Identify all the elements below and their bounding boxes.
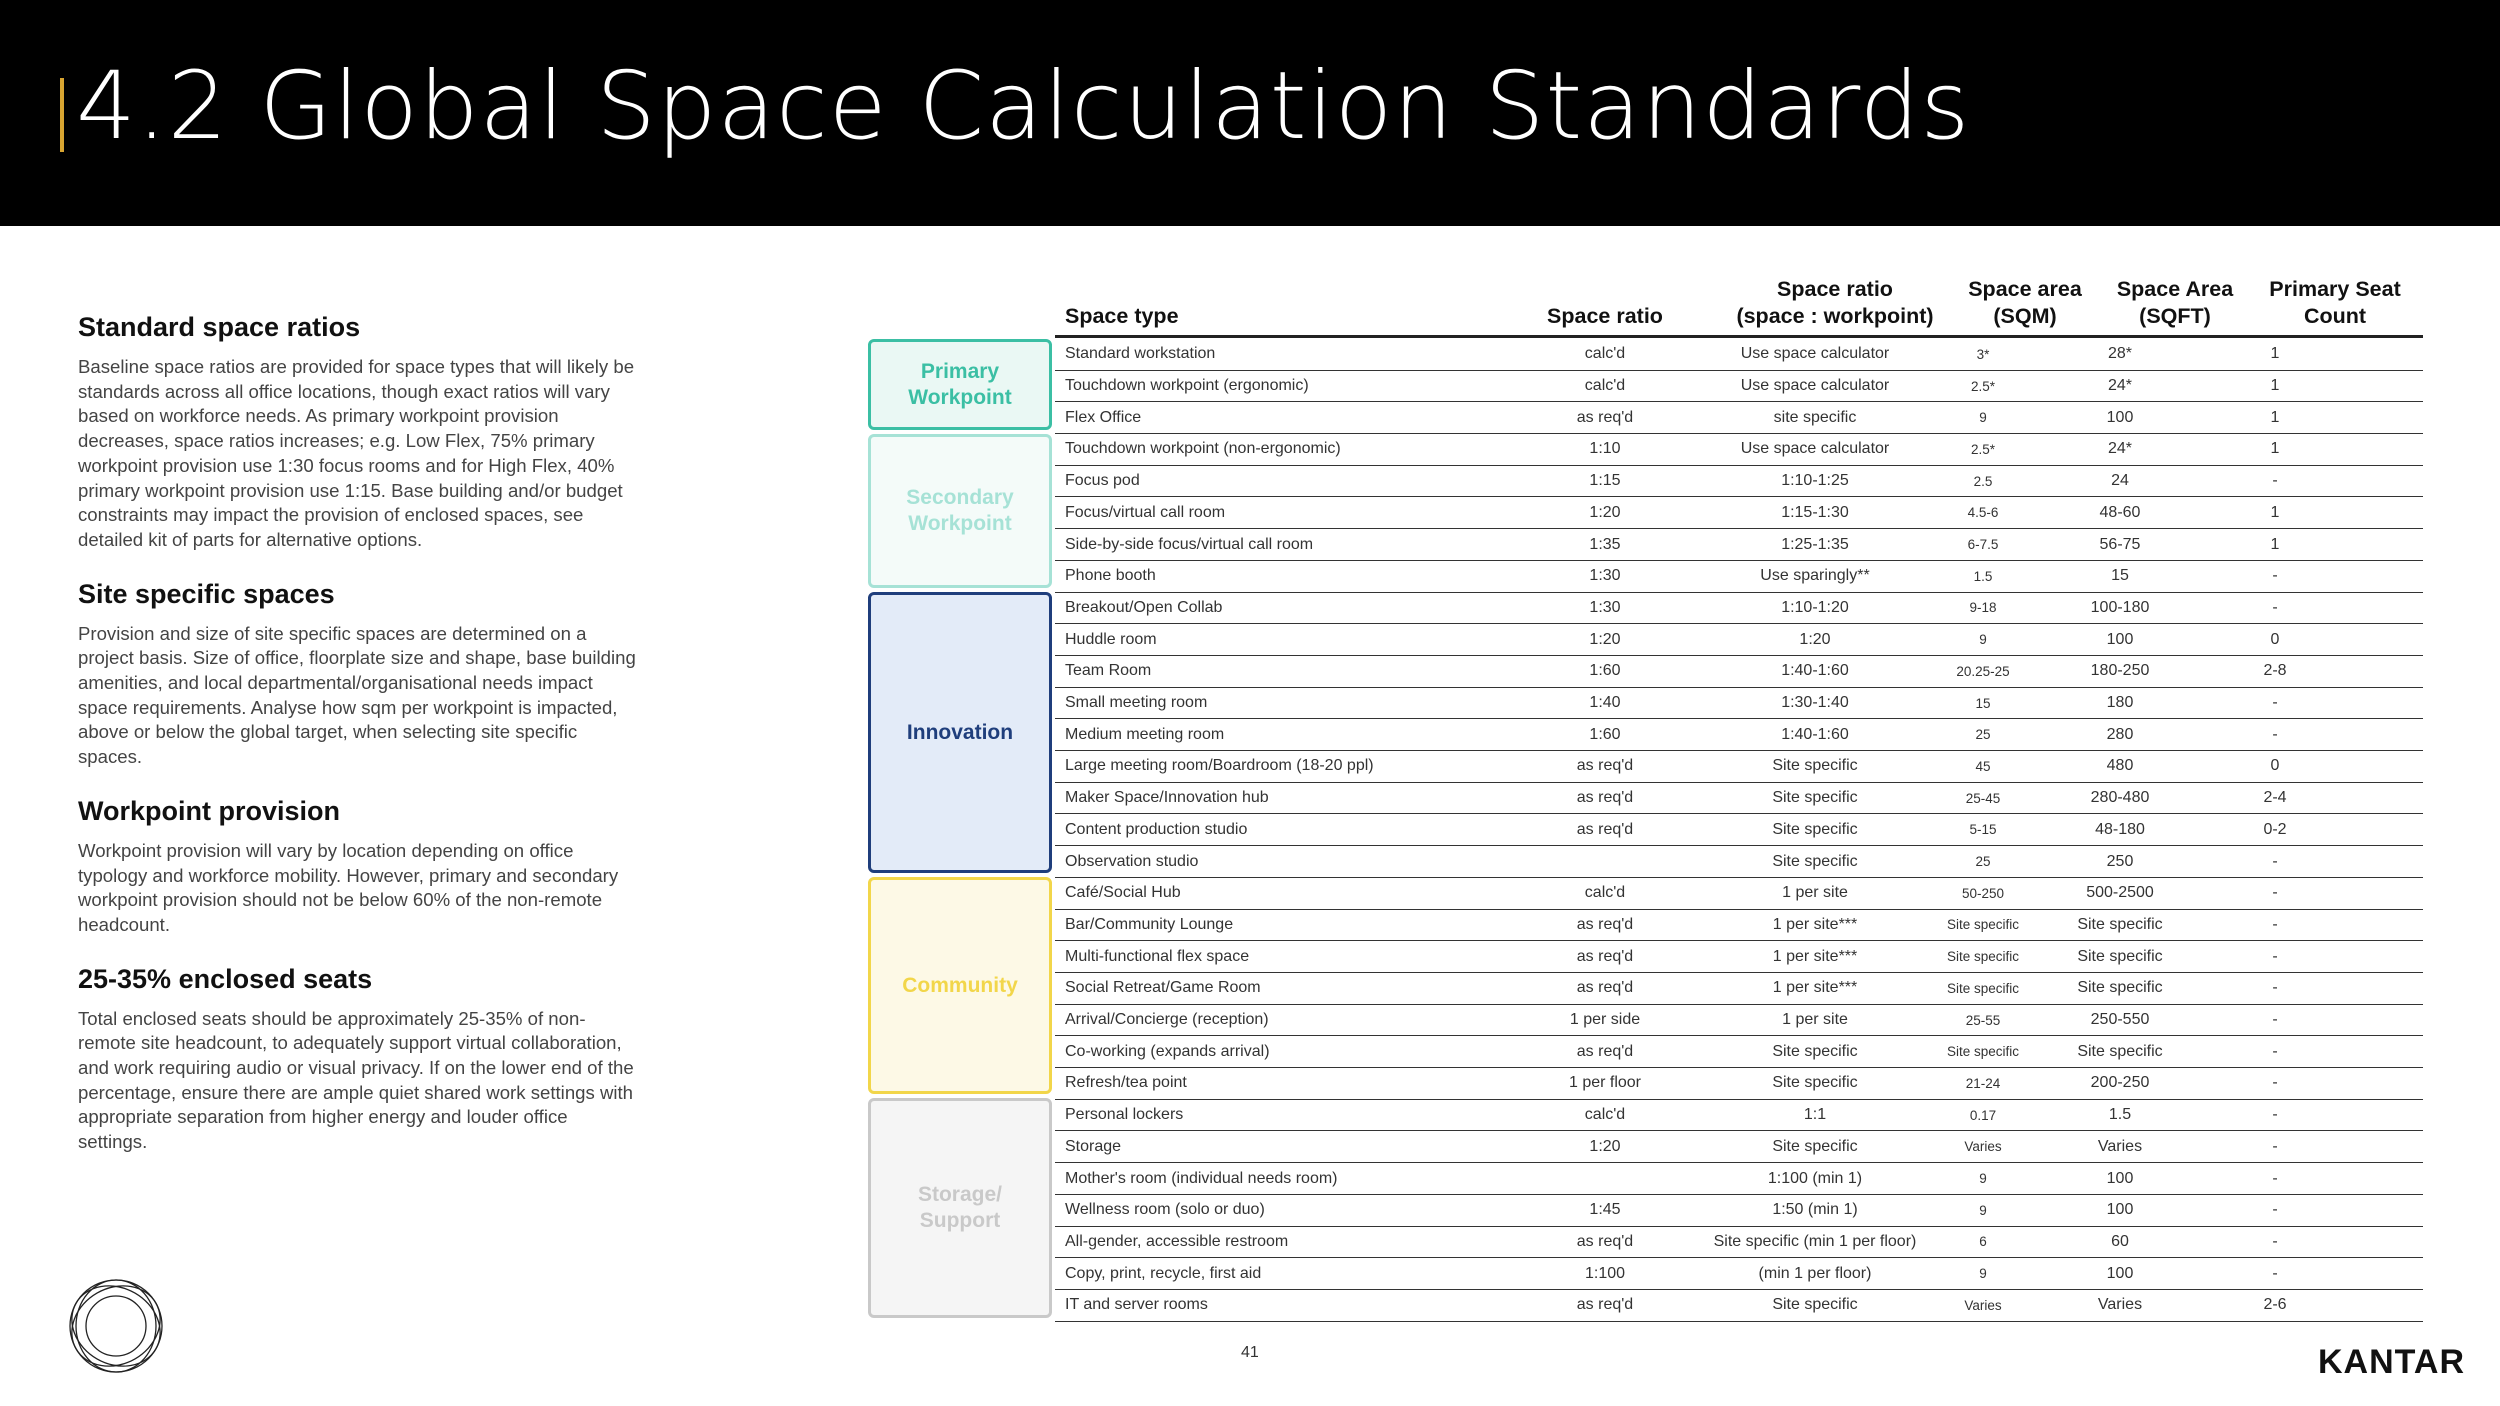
space-type-cell: Maker Space/Innovation hub bbox=[1065, 789, 1269, 807]
group-innovation bbox=[868, 592, 1052, 873]
seat-count-cell: 1 bbox=[2270, 377, 2280, 395]
space-ratio-cell: as req'd bbox=[1576, 757, 1634, 775]
space-ratio-cell: 1:10 bbox=[1589, 440, 1621, 458]
seat-count-cell: - bbox=[2272, 1201, 2278, 1219]
sqft-cell: 180-250 bbox=[2090, 662, 2150, 680]
space-ratio-cell: as req'd bbox=[1576, 789, 1634, 807]
space-ratio-cell: 1:45 bbox=[1589, 1201, 1621, 1219]
space-ratio-cell: 1:20 bbox=[1589, 1137, 1621, 1155]
seat-count-cell: 1 bbox=[2270, 535, 2280, 553]
table-row bbox=[1055, 624, 2423, 656]
sqft-cell: 100 bbox=[2106, 1169, 2134, 1187]
workpoint-ratio-cell: Site specific bbox=[1772, 1042, 1858, 1060]
sqft-cell: 250 bbox=[2106, 852, 2134, 870]
table-row bbox=[1055, 561, 2423, 593]
sqm-cell: Varies bbox=[1964, 1139, 2002, 1155]
section-enclosed-seats bbox=[78, 964, 638, 1155]
group-label: Innovation bbox=[906, 720, 1014, 744]
space-ratio-cell: calc'd bbox=[1584, 377, 1626, 395]
workpoint-ratio-cell: Site specific bbox=[1772, 820, 1858, 838]
table-row bbox=[1055, 973, 2423, 1005]
workpoint-ratio-cell: Use space calculator bbox=[1740, 440, 1890, 458]
table-row bbox=[1055, 466, 2423, 498]
seat-count-cell: 0 bbox=[2270, 757, 2280, 775]
table-row bbox=[1055, 1100, 2423, 1132]
sqft-cell: 480 bbox=[2106, 757, 2134, 775]
header-space-ratio: Space ratio bbox=[1547, 304, 1663, 328]
sqft-cell: 250-550 bbox=[2090, 1011, 2150, 1029]
sqft-cell: 28* bbox=[2107, 345, 2133, 363]
sqm-cell: 1.5 bbox=[1973, 568, 1993, 584]
table-row bbox=[1055, 941, 2423, 973]
workpoint-ratio-cell: 1:10-1:20 bbox=[1781, 598, 1849, 616]
sqm-cell: Site specific bbox=[1946, 917, 2020, 933]
seat-count-cell: 2-4 bbox=[2263, 789, 2287, 807]
workpoint-ratio-cell: 1 per site*** bbox=[1772, 947, 1858, 965]
group-secondary-workpoint bbox=[868, 434, 1052, 588]
sqft-cell: 100 bbox=[2106, 1264, 2134, 1282]
seat-count-cell: - bbox=[2272, 1232, 2278, 1250]
table-row bbox=[1055, 783, 2423, 815]
space-type-cell: Storage bbox=[1065, 1137, 1122, 1155]
space-type-cell: All-gender, accessible restroom bbox=[1065, 1232, 1289, 1250]
group-label: Workpoint bbox=[908, 512, 1012, 535]
header-line: (SQM) bbox=[1993, 304, 2057, 328]
seat-count-cell: 1 bbox=[2270, 345, 2280, 363]
workpoint-ratio-cell: Site specific bbox=[1772, 1137, 1858, 1155]
sqm-cell: 9 bbox=[1979, 1202, 1987, 1218]
sqm-cell: 9 bbox=[1979, 410, 1987, 426]
sqft-cell: 15 bbox=[2111, 567, 2129, 585]
sqft-cell: Site specific bbox=[2077, 979, 2163, 997]
sqft-cell: Varies bbox=[2097, 1296, 2143, 1314]
space-ratio-cell: as req'd bbox=[1576, 1232, 1634, 1250]
workpoint-ratio-cell: Use space calculator bbox=[1740, 377, 1890, 395]
space-ratio-cell: as req'd bbox=[1576, 820, 1634, 838]
workpoint-ratio-cell: Use sparingly** bbox=[1760, 567, 1870, 585]
workpoint-ratio-cell: 1 per site bbox=[1782, 1011, 1848, 1029]
seat-count-cell: - bbox=[2272, 1042, 2278, 1060]
sqm-cell: Varies bbox=[1964, 1297, 2002, 1313]
space-ratio-cell: 1 per side bbox=[1569, 1011, 1641, 1029]
section-body: Workpoint provision will vary by location depending on office typology and workforce mobility. However, primary and secondary workpoint provision should not be below 60% of the non-remote headcount. bbox=[78, 839, 619, 935]
section-body: Baseline space ratios are provided for space types that will likely be standards across all office locations, though exact ratios will vary based on workforce needs. As primary workpoint provision decreases, space ratios increases; e.g. Low Flex, 75% primary workpoint provision use 1:30 focus rooms and for High Flex, 40% primary workpoint provision use 1:15. Base building and/or budget constraints may impact the provision of enclosed spaces, see detailed kit of parts for alternative options. bbox=[78, 356, 635, 550]
sqm-cell: 5-15 bbox=[1969, 822, 1997, 838]
header-line: Count bbox=[2303, 304, 2367, 328]
space-type-cell: Wellness room (solo or duo) bbox=[1065, 1201, 1265, 1219]
space-type-cell: Café/Social Hub bbox=[1065, 884, 1181, 902]
workpoint-ratio-cell: 1:25-1:35 bbox=[1781, 535, 1849, 553]
table-row bbox=[1055, 1005, 2423, 1037]
table-row bbox=[1055, 688, 2423, 720]
table-row bbox=[1055, 1163, 2423, 1195]
sqft-cell: 280-480 bbox=[2090, 789, 2150, 807]
space-ratio-cell: calc'd bbox=[1584, 345, 1626, 363]
space-type-cell: Side-by-side focus/virtual call room bbox=[1065, 535, 1314, 553]
table-row bbox=[1055, 1036, 2423, 1068]
space-ratio-cell bbox=[1535, 1163, 1675, 1194]
workpoint-ratio-cell: 1:10-1:25 bbox=[1781, 472, 1849, 490]
sqm-cell: 25-45 bbox=[1965, 790, 2001, 806]
seat-count-cell: - bbox=[2272, 725, 2278, 743]
sqft-cell: 100 bbox=[2106, 408, 2134, 426]
group-community bbox=[868, 877, 1052, 1094]
workpoint-ratio-cell: 1:20 bbox=[1799, 630, 1831, 648]
workpoint-ratio-cell: 1:1 bbox=[1803, 1106, 1827, 1124]
space-type-cell: Medium meeting room bbox=[1065, 725, 1225, 743]
title-header bbox=[0, 0, 2500, 226]
space-type-cell: Standard workstation bbox=[1065, 345, 1216, 363]
header-line: Space area bbox=[1968, 277, 2082, 301]
seat-count-cell: - bbox=[2272, 979, 2278, 997]
space-ratio-cell: 1:20 bbox=[1589, 503, 1621, 521]
table-row bbox=[1055, 1290, 2423, 1322]
workpoint-ratio-cell: Site specific bbox=[1772, 1074, 1858, 1092]
space-type-cell: Touchdown workpoint (non-ergonomic) bbox=[1065, 440, 1341, 458]
header-space-ratio-workpoint bbox=[1720, 276, 1950, 330]
workpoint-ratio-cell: Site specific bbox=[1772, 852, 1858, 870]
workpoint-ratio-cell: Site specific bbox=[1772, 757, 1858, 775]
header-line: Primary Seat bbox=[2269, 277, 2401, 301]
workpoint-ratio-cell: 1:40-1:60 bbox=[1781, 725, 1849, 743]
sqm-cell: 25 bbox=[1975, 854, 1991, 870]
workpoint-ratio-cell: 1 per site*** bbox=[1772, 915, 1858, 933]
table-row bbox=[1055, 434, 2423, 466]
section-body: Total enclosed seats should be approximately 25-35% of non-remote site headcount, to adequately support virtual collaboration, and work requiring audio or visual privacy. If on the lower end of the percentage, ensure there are ample quiet shared work settings with appropriate separation from higher energy and louder office settings. bbox=[78, 1007, 634, 1153]
sqm-cell: 9 bbox=[1979, 1171, 1987, 1187]
sqft-cell: 100 bbox=[2106, 630, 2134, 648]
sqft-cell: Site specific bbox=[2077, 947, 2163, 965]
table-row bbox=[1055, 498, 2423, 530]
seat-count-cell: - bbox=[2272, 1264, 2278, 1282]
sqft-cell: 100 bbox=[2106, 1201, 2134, 1219]
table-row bbox=[1055, 719, 2423, 751]
space-type-cell: Arrival/Concierge (reception) bbox=[1065, 1011, 1269, 1029]
space-type-cell: Copy, print, recycle, first aid bbox=[1065, 1264, 1262, 1282]
group-storage-support bbox=[868, 1098, 1052, 1318]
sqm-cell: 50-250 bbox=[1961, 885, 2005, 901]
group-label: Community bbox=[902, 973, 1018, 997]
space-type-cell: Phone booth bbox=[1065, 567, 1156, 585]
space-ratio-cell: as req'd bbox=[1576, 1296, 1634, 1314]
workpoint-ratio-cell: Use space calculator bbox=[1740, 345, 1890, 363]
sqm-cell: 45 bbox=[1975, 758, 1991, 774]
sqft-cell: 200-250 bbox=[2090, 1074, 2150, 1092]
seat-count-cell: 0-2 bbox=[2263, 820, 2287, 838]
space-ratio-cell: 1:35 bbox=[1589, 535, 1621, 553]
title-accent-bar bbox=[60, 78, 64, 152]
section-workpoint-provision bbox=[78, 796, 638, 938]
sqm-cell: Site specific bbox=[1946, 1044, 2020, 1060]
table-row bbox=[1055, 339, 2423, 371]
seat-count-cell: - bbox=[2272, 1011, 2278, 1029]
group-primary-workpoint bbox=[868, 339, 1052, 430]
seat-count-cell: - bbox=[2272, 472, 2278, 490]
seat-count-cell: 0 bbox=[2270, 630, 2280, 648]
seat-count-cell: - bbox=[2272, 567, 2278, 585]
workpoint-ratio-cell: 1:15-1:30 bbox=[1781, 503, 1849, 521]
space-ratio-cell: 1:30 bbox=[1589, 567, 1621, 585]
sqft-cell: Site specific bbox=[2077, 1042, 2163, 1060]
table-row bbox=[1055, 815, 2423, 847]
space-ratio-cell: 1:30 bbox=[1589, 598, 1621, 616]
sqm-cell: Site specific bbox=[1946, 949, 2020, 965]
seat-count-cell: - bbox=[2272, 598, 2278, 616]
workpoint-ratio-cell: site specific bbox=[1773, 408, 1857, 426]
header-space-area-sqm bbox=[1955, 276, 2095, 330]
header-line: (SQFT) bbox=[2139, 304, 2211, 328]
header-primary-seat-count bbox=[2255, 276, 2415, 330]
sqm-cell: 21-24 bbox=[1965, 1075, 2001, 1091]
space-ratio-cell: as req'd bbox=[1576, 1042, 1634, 1060]
table-row bbox=[1055, 1195, 2423, 1227]
section-heading: 25-35% enclosed seats bbox=[78, 963, 373, 994]
table-row bbox=[1055, 878, 2423, 910]
group-label: Storage/ bbox=[917, 1183, 1003, 1206]
space-type-cell: Flex Office bbox=[1065, 408, 1142, 426]
table-row bbox=[1055, 1227, 2423, 1259]
sqm-cell: 25 bbox=[1975, 727, 1991, 743]
left-text-column bbox=[78, 312, 638, 1181]
sqm-cell: Site specific bbox=[1946, 980, 2020, 996]
sqft-cell: Varies bbox=[2097, 1137, 2143, 1155]
space-type-cell: Content production studio bbox=[1065, 820, 1248, 838]
seat-count-cell: 1 bbox=[2270, 440, 2280, 458]
space-type-cell: Huddle room bbox=[1065, 630, 1157, 648]
sqft-cell: 180 bbox=[2106, 694, 2134, 712]
section-heading: Standard space ratios bbox=[78, 312, 361, 342]
sqm-cell: 9-18 bbox=[1969, 600, 1997, 616]
seat-count-cell: - bbox=[2272, 1106, 2278, 1124]
workpoint-ratio-cell: 1 per site bbox=[1782, 884, 1848, 902]
space-type-cell: Co-working (expands arrival) bbox=[1065, 1042, 1270, 1060]
group-label: Support bbox=[919, 1209, 1001, 1232]
section-heading: Site specific spaces bbox=[78, 578, 335, 609]
table-row bbox=[1055, 371, 2423, 403]
seat-count-cell: 2-8 bbox=[2263, 662, 2287, 680]
sqm-cell: 2.5* bbox=[1970, 441, 1996, 457]
section-body: Provision and size of site specific spaces are determined on a project basis. Size of office, floorplate size and shape, base building amenities, and local departmental/organisational needs impact space requirements. Analyse how sqm per workpoint is impacted, above or below the global target, when selecting site specific spaces. bbox=[78, 622, 636, 768]
space-type-cell: Multi-functional flex space bbox=[1065, 947, 1250, 965]
page-number: 41 bbox=[1241, 1344, 1259, 1361]
seat-count-cell: - bbox=[2272, 884, 2278, 902]
group-label: Secondary bbox=[906, 486, 1014, 509]
sqm-cell: 2.5* bbox=[1970, 378, 1996, 394]
table-row bbox=[1055, 593, 2423, 625]
space-ratio-cell: 1:60 bbox=[1589, 662, 1621, 680]
sqft-cell: Site specific bbox=[2077, 915, 2163, 933]
workpoint-ratio-cell: 1:50 (min 1) bbox=[1772, 1201, 1858, 1219]
workpoint-ratio-cell: Site specific bbox=[1772, 1296, 1858, 1314]
seat-count-cell: - bbox=[2272, 915, 2278, 933]
seat-count-cell: - bbox=[2272, 694, 2278, 712]
workpoint-ratio-cell: 1:100 (min 1) bbox=[1767, 1169, 1863, 1187]
sqft-cell: 48-60 bbox=[2099, 503, 2141, 521]
space-ratio-cell: 1:100 bbox=[1584, 1264, 1626, 1282]
header-space-type: Space type bbox=[1065, 304, 1179, 328]
page-title: 4.2 Global Space Calculation Standards bbox=[76, 52, 1971, 161]
space-type-cell: Team Room bbox=[1065, 662, 1152, 680]
space-type-cell: Small meeting room bbox=[1065, 694, 1208, 712]
sqm-cell: 4.5-6 bbox=[1967, 505, 1999, 521]
seat-count-cell: 1 bbox=[2270, 503, 2280, 521]
sqft-cell: 24 bbox=[2111, 472, 2129, 490]
space-ratio-cell: 1:20 bbox=[1589, 630, 1621, 648]
seat-count-cell: - bbox=[2272, 852, 2278, 870]
seat-count-cell: - bbox=[2272, 1137, 2278, 1155]
seat-count-cell: - bbox=[2272, 1169, 2278, 1187]
sqm-cell: 9 bbox=[1979, 1266, 1987, 1282]
space-type-cell: IT and server rooms bbox=[1065, 1296, 1208, 1314]
table-row bbox=[1055, 1132, 2423, 1164]
header-rule bbox=[1055, 335, 2423, 338]
workpoint-ratio-cell: 1 per site*** bbox=[1772, 979, 1858, 997]
space-ratio-cell: as req'd bbox=[1576, 979, 1634, 997]
seat-count-cell: 1 bbox=[2270, 408, 2280, 426]
table-row bbox=[1055, 846, 2423, 878]
seat-count-cell: 2-6 bbox=[2263, 1296, 2287, 1314]
sqm-cell: 0.17 bbox=[1969, 1107, 1997, 1123]
group-label: Primary bbox=[920, 359, 1000, 383]
group-label: Workpoint bbox=[908, 385, 1012, 409]
sqm-cell: 6 bbox=[1979, 1234, 1987, 1250]
section-heading: Workpoint provision bbox=[78, 795, 340, 826]
space-ratio-cell: 1:60 bbox=[1589, 725, 1621, 743]
workpoint-ratio-cell: Site specific (min 1 per floor) bbox=[1713, 1232, 1917, 1250]
space-ratio-cell bbox=[1535, 846, 1675, 877]
header-line: Space Area bbox=[2116, 277, 2234, 301]
seat-count-cell: - bbox=[2272, 1074, 2278, 1092]
section-standard-space-ratios bbox=[78, 312, 638, 553]
space-type-cell: Focus pod bbox=[1065, 472, 1140, 490]
workpoint-ratio-cell: Site specific bbox=[1772, 789, 1858, 807]
workpoint-ratio-cell: 1:30-1:40 bbox=[1781, 694, 1849, 712]
workpoint-ratio-cell: 1:40-1:60 bbox=[1781, 662, 1849, 680]
section-site-specific-spaces bbox=[78, 579, 638, 770]
sqft-cell: 60 bbox=[2111, 1232, 2129, 1250]
sqm-cell: 2.5 bbox=[1973, 473, 1993, 489]
header-line: (space : workpoint) bbox=[1736, 304, 1934, 328]
table-row bbox=[1055, 1258, 2423, 1290]
space-type-cell: Focus/virtual call room bbox=[1065, 503, 1226, 521]
space-type-cell: Breakout/Open Collab bbox=[1065, 598, 1223, 616]
sqm-cell: 15 bbox=[1975, 695, 1991, 711]
space-type-cell: Mother's room (individual needs room) bbox=[1065, 1169, 1338, 1187]
table-row bbox=[1055, 529, 2423, 561]
sqft-cell: 56-75 bbox=[2099, 535, 2141, 553]
sqm-cell: 6-7.5 bbox=[1967, 537, 1999, 553]
sqft-cell: 24* bbox=[2107, 377, 2133, 395]
seat-count-cell: - bbox=[2272, 947, 2278, 965]
space-type-cell: Bar/Community Lounge bbox=[1065, 915, 1234, 933]
header-line: Space ratio bbox=[1777, 277, 1893, 301]
table-row bbox=[1055, 656, 2423, 688]
table-row bbox=[1055, 751, 2423, 783]
space-type-cell: Refresh/tea point bbox=[1065, 1074, 1187, 1092]
kantar-logo: KANTAR bbox=[2318, 1343, 2466, 1381]
sqft-cell: 48-180 bbox=[2095, 820, 2145, 838]
sqm-cell: 20.25-25 bbox=[1956, 663, 2010, 679]
space-type-cell: Social Retreat/Game Room bbox=[1065, 979, 1261, 997]
space-type-cell: Touchdown workpoint (ergonomic) bbox=[1065, 377, 1309, 395]
space-ratio-cell: as req'd bbox=[1576, 947, 1634, 965]
circle-logo-icon bbox=[66, 1276, 166, 1376]
header-space-area-sqft bbox=[2105, 276, 2245, 330]
space-ratio-cell: calc'd bbox=[1584, 884, 1626, 902]
space-ratio-cell: calc'd bbox=[1584, 1106, 1626, 1124]
space-type-cell: Large meeting room/Boardroom (18-20 ppl) bbox=[1065, 757, 1374, 775]
sqm-cell: 25-55 bbox=[1965, 1012, 2001, 1028]
space-ratio-cell: 1:15 bbox=[1589, 472, 1621, 490]
table-row bbox=[1055, 910, 2423, 942]
sqft-cell: 100-180 bbox=[2090, 598, 2150, 616]
space-ratio-cell: as req'd bbox=[1576, 408, 1634, 426]
sqft-cell: 280 bbox=[2106, 725, 2134, 743]
table-row bbox=[1055, 1068, 2423, 1100]
sqm-cell: 9 bbox=[1979, 632, 1987, 648]
space-type-cell: Personal lockers bbox=[1065, 1106, 1184, 1124]
workpoint-ratio-cell: (min 1 per floor) bbox=[1758, 1264, 1872, 1282]
sqft-cell: 24* bbox=[2107, 440, 2133, 458]
space-ratio-cell: 1 per floor bbox=[1568, 1074, 1642, 1092]
space-ratio-cell: 1:40 bbox=[1589, 694, 1621, 712]
sqm-cell: 3* bbox=[1976, 346, 1990, 362]
sqft-cell: 500-2500 bbox=[2086, 884, 2154, 902]
space-ratio-cell: as req'd bbox=[1576, 915, 1634, 933]
table-row bbox=[1055, 402, 2423, 434]
sqft-cell: 1.5 bbox=[2108, 1106, 2132, 1124]
space-type-cell: Observation studio bbox=[1065, 852, 1199, 870]
